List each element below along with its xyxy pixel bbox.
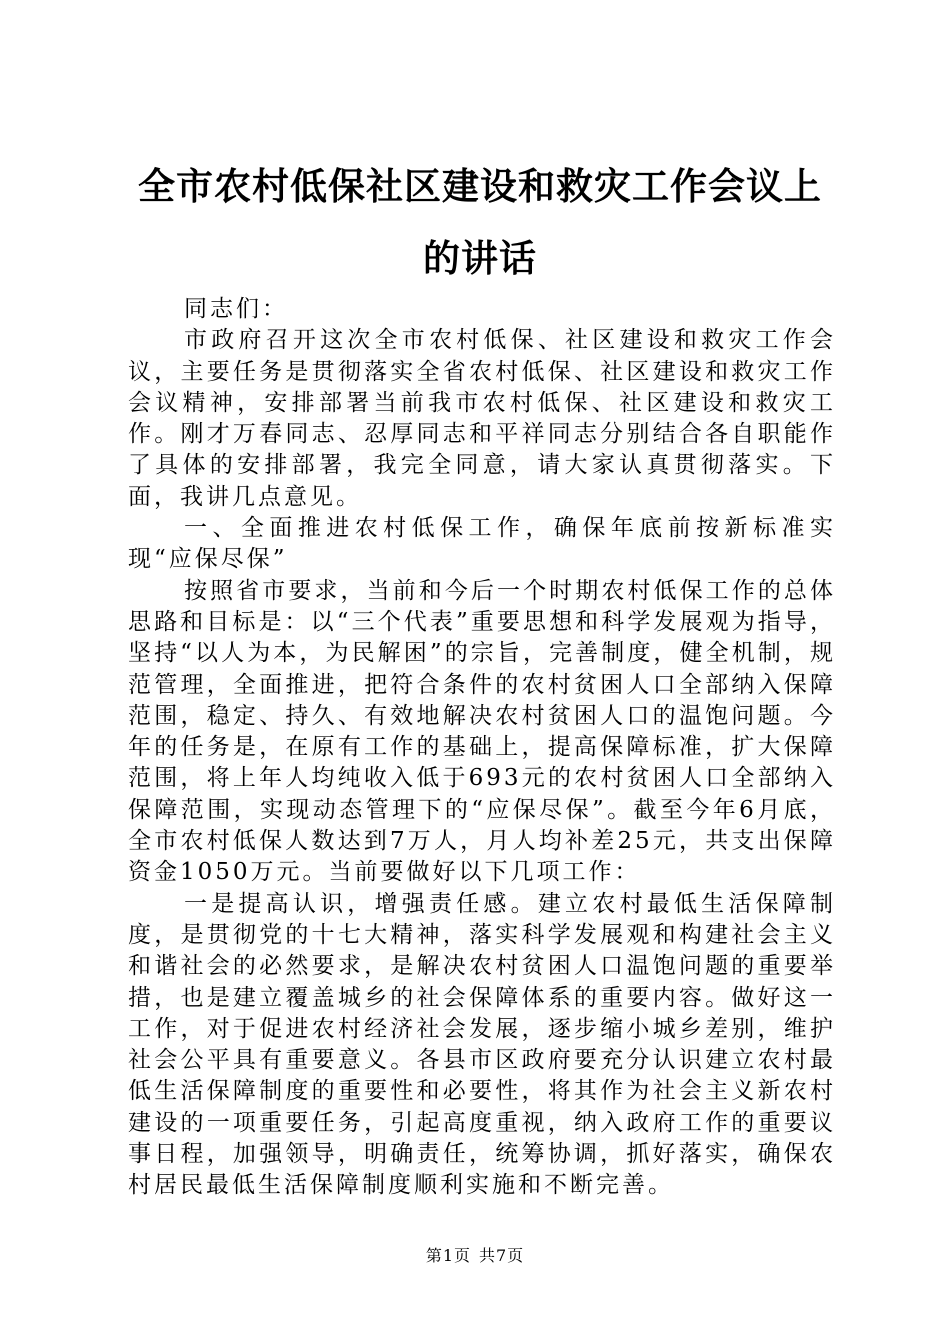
document-body xyxy=(128,294,836,1202)
document-title: 全市农村低保社区建设和救灾工作会议上的讲话 xyxy=(138,164,822,280)
section-heading: 一、全面推进农村低保工作，确保年底前按新标准实现“应保尽保” xyxy=(128,515,836,573)
page-number: 第1页 xyxy=(425,1246,471,1265)
page-footer xyxy=(0,1243,950,1266)
body-paragraph: 按照省市要求，当前和今后一个时期农村低保工作的总体思路和目标是：以“三个代表”重要思想和科学发展观为指导，坚持“以人为本，为民解困”的宗旨，完善制度，健全机制，规范管理，全面推进，把符合条件的农村贫困人口全部纳入保障范围，稳定、持久、有效地解决农村贫困人口的温饱问题。今年的任务是，在原有工作的基础上，提高保障标准，扩大保障范围，将上年人均纯收入低于693元的农村贫困人口全部纳入保障范围，实现动态管理下的“应保尽保”。截至今年6月底，全市农村低保人数达到7万人，月人均补差25元，共支出保障资金1050万元。当前要做好以下几项工作： xyxy=(128,577,836,886)
salutation-paragraph: 同志们： xyxy=(184,296,288,322)
page-total: 共7页 xyxy=(479,1246,525,1265)
body-paragraph: 一是提高认识，增强责任感。建立农村最低生活保障制度，是贯彻党的十七大精神，落实科学发展观和构建社会主义和谐社会的必然要求，是解决农村贫困人口温饱问题的重要举措，也是建立覆盖城乡的社会保障体系的重要内容。做好这一工作，对于促进农村经济社会发展，逐步缩小城乡差别，维护社会公平具有重要意义。各县市区政府要充分认识建立农村最低生活保障制度的重要性和必要性，将其作为社会主义新农村建设的一项重要任务，引起高度重视，纳入政府工作的重要议事日程，加强领导，明确责任，统筹协调，抓好落实，确保农村居民最低生活保障制度顺利实施和不断完善。 xyxy=(128,890,836,1199)
intro-paragraph: 市政府召开这次全市农村低保、社区建设和救灾工作会议，主要任务是贯彻落实全省农村低保、社区建设和救灾工作会议精神，安排部署当前我市农村低保、社区建设和救灾工作。刚才万春同志、忍厚同志和平祥同志分别结合各自职能作了具体的安排部署，我完全同意，请大家认真贯彻落实。下面，我讲几点意见。 xyxy=(128,327,836,510)
